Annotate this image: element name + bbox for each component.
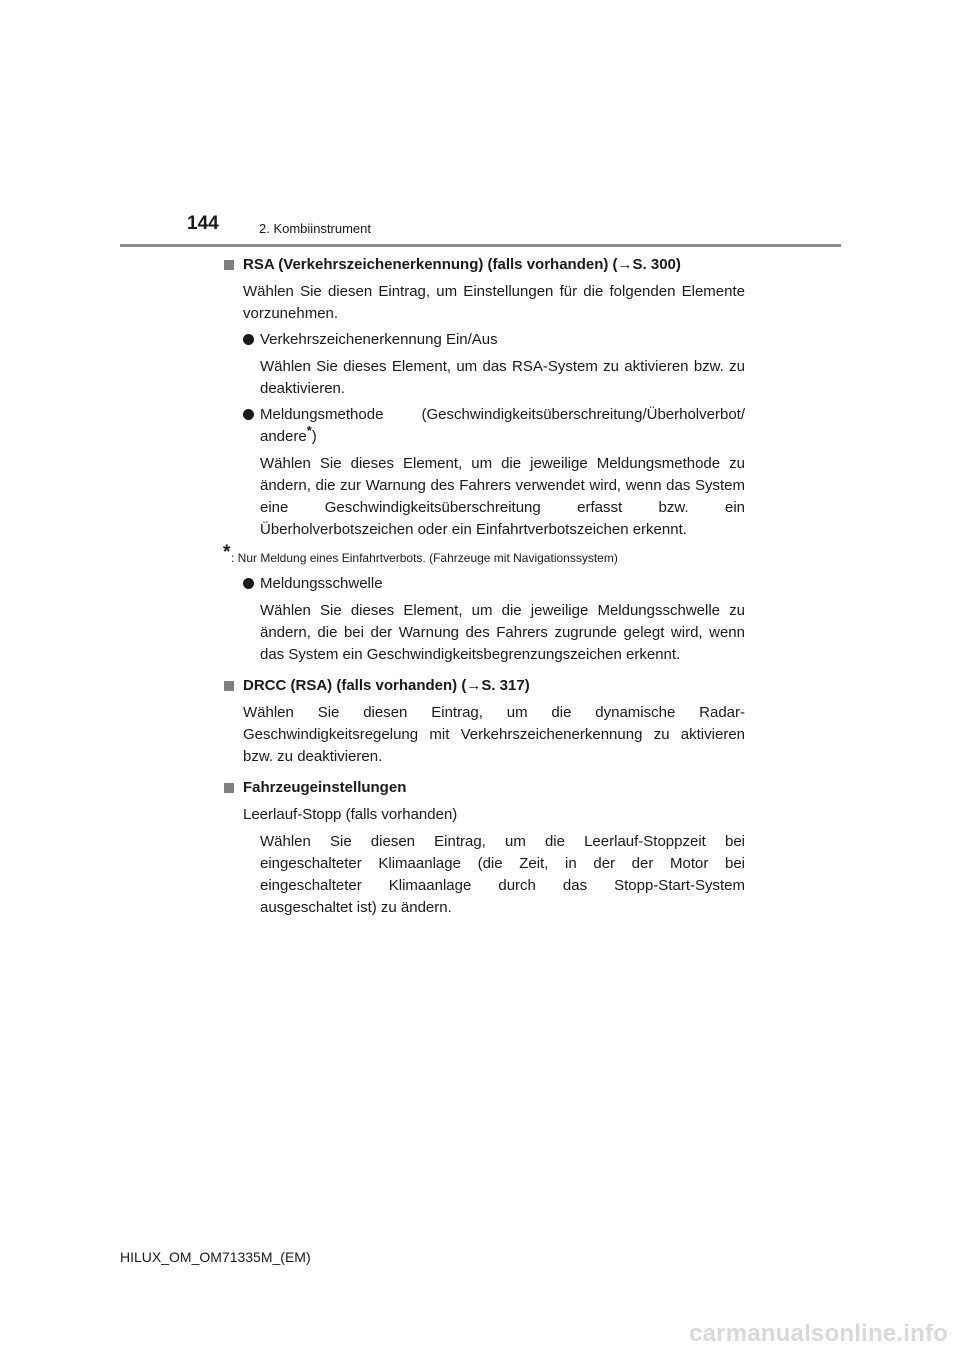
list-item-notification-method: Meldungsmethode (Geschwindigkeitsüberschreitung/Überholverbot/ andere*) [223,404,745,448]
list-item-description: Wählen Sie dieses Element, um die jeweilige Meldungsschwelle zu ändern, die bei der Warnung des Fahrers zugrunde gelegt wird, wenn das System ein Geschwindigkeitsbegrenzungszeichen erkennt. [260,602,745,663]
watermark: carmanualsonline.info [689,1320,948,1347]
section-drcc-heading: DRCC (RSA) (falls vorhanden) (→S. 317) [223,675,745,697]
footnote: * : Nur Meldung eines Einfahrtverbots. (Fahrzeuge mit Navigationssystem) [223,542,618,565]
arrow-icon: → [617,256,633,273]
header-divider [120,244,841,247]
arrow-icon: → [466,677,482,694]
page-content [223,254,745,919]
section-drcc-description: Wählen Sie diesen Eintrag, um die dynamische Radar-Geschwindigkeitsregelung mit Verkehrszeichenerkennung zu aktivieren bzw. zu deaktivieren. [243,704,745,765]
list-item-description: Wählen Sie dieses Element, um die jeweilige Meldungsmethode zu ändern, die zur Warnung des Fahrers verwendet wird, wenn das System eine Geschwindigkeitsüberschreitung erfasst bzw. ein Überholverbotszeichen oder ein Einfahrtverbotszeichen erkennt. [260,455,745,538]
list-item-traffic-sign-recognition: Verkehrszeichenerkennung Ein/Aus [223,329,745,351]
square-bullet-icon [224,260,234,270]
section-vehicle-subheading: Leerlauf-Stopp (falls vorhanden) [243,806,458,823]
footnote-marker: * [306,423,312,438]
chapter-title: 2. Kombiinstrument [259,221,371,236]
square-bullet-icon [224,681,234,691]
page-number: 144 [187,213,219,234]
round-bullet-icon [243,578,254,589]
footnote-symbol: * [223,542,231,563]
square-bullet-icon [224,783,234,793]
list-item-description: Wählen Sie dieses Element, um das RSA-System zu aktivieren bzw. zu deaktivieren. [260,358,745,397]
section-rsa-heading: RSA (Verkehrszeichenerkennung) (falls vorhanden) (→S. 300) [223,254,745,276]
page-reference: S. 300) [632,256,681,273]
section-vehicle-description: Wählen Sie diesen Eintrag, um die Leerlauf-Stoppzeit bei eingeschalteter Klimaanlage (die Zeit, in der der Motor bei eingeschalteter Klimaanlage durch das Stopp-Start-System ausgeschaltet ist) zu ändern. [260,833,745,916]
round-bullet-icon [243,409,254,420]
section-rsa-description: Wählen Sie diesen Eintrag, um Einstellungen für die folgenden Elemente vorzunehmen. [243,283,745,322]
page-reference: S. 317) [481,677,530,694]
section-vehicle-settings-heading: Fahrzeugeinstellungen [223,777,745,799]
round-bullet-icon [243,334,254,345]
document-id: HILUX_OM_OM71335M_(EM) [120,1249,311,1265]
list-item-notification-threshold: Meldungsschwelle [223,573,745,595]
